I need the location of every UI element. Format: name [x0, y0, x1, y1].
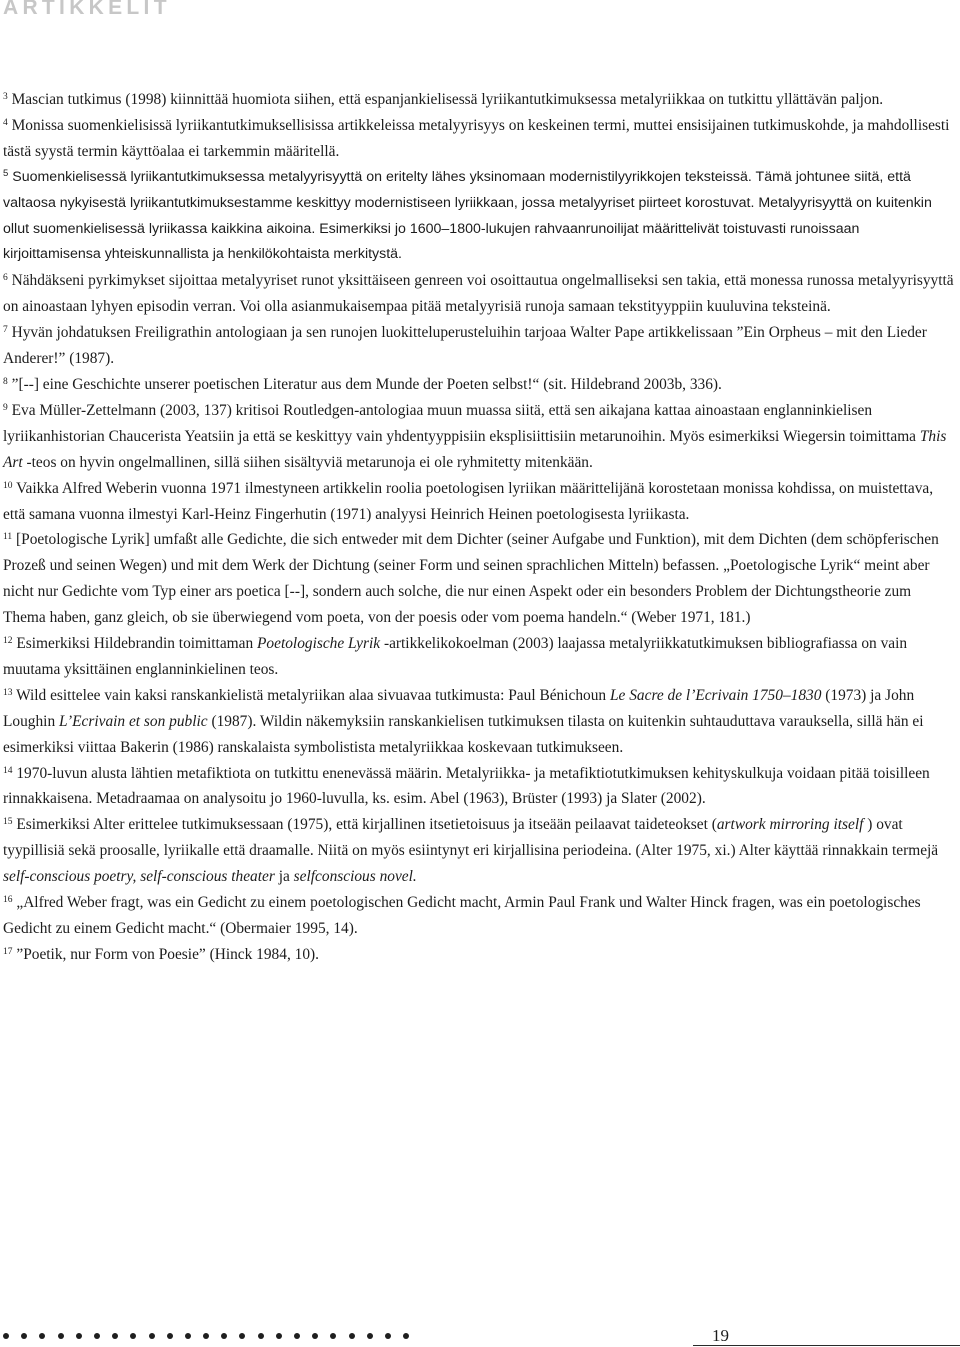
footnote-text: Vaikka Alfred Weberin vuonna 1971 ilmestyneen artikkelin roolia poetologisen lyriikan määrittelijänä korostetaan monissa kohdissa, on muistettava, että samana vuonna ilmestyi Karl-Heinz Fingerhutin (1971) analyysi Heinrich Heinen poetologisesta lyriikasta. — [3, 479, 934, 523]
footnotes — [3, 87, 955, 968]
footnote-number: 3 — [3, 92, 8, 102]
footnote-text: Monissa suomenkielisissä lyriikantutkimuksellisissa artikkeleissa metalyyrisyys on keskeinen termi, muttei ensisijainen tutkimuskohde, ja mahdollisesti tästä syystä termin käyttöalaa ei tarkemmin määritellä. — [3, 116, 950, 160]
footer-dot — [185, 1333, 191, 1339]
footnote — [3, 268, 955, 320]
term: self-conscious poetry, self-conscious theater — [3, 868, 275, 886]
footnote — [3, 527, 955, 631]
footer-dots — [3, 1333, 409, 1339]
footer-dot — [3, 1333, 9, 1339]
term: selfconscious novel. — [293, 868, 417, 886]
footnote — [3, 87, 955, 113]
footnote-text: (1973) ja John Loughin — [3, 686, 915, 730]
footer-dot — [58, 1333, 64, 1339]
work-title: Poetologische Lyrik — [257, 635, 381, 653]
footnote-text: „Alfred Weber fragt, was ein Gedicht zu einem poetologischen Gedicht macht, Armin Paul Frank und Walter Hinck fragen, was ein poetologisches Gedicht zu einem Gedicht macht.“ (Obermaier 1995, 14). — [3, 894, 921, 937]
footnote — [3, 476, 955, 528]
footer-dot — [276, 1333, 282, 1339]
footer-dot — [258, 1333, 264, 1339]
footnote — [3, 761, 955, 813]
footnote-text: Nähdäkseni pyrkimykset sijoittaa metalyyriset runot yksittäiseen genreen voi osoittautua ongelmalliseksi sen takia, että monessa runossa metalyyrisyyttä on ainoastaan lyhyen episodin verran. Voi olla asianmukaisempaa pitää metalyyrisiä runoja samaan tekstityyppiin kuuluvina teksteinä. — [3, 272, 954, 316]
footnote-number: 8 — [3, 376, 8, 387]
footnote-number: 5 — [3, 167, 9, 179]
section-title: ARTIKKELIT — [3, 0, 171, 19]
footer-dot — [221, 1333, 227, 1339]
footnote-number: 11 — [3, 532, 13, 543]
footnote-text: Hyvän johdatuksen Freiligrathin antologiaan ja sen runojen luokitteluperusteluihin tarjoaa Walter Pape artikkelissaan ”Ein Orpheus – mit den Lieder Anderer!” (1987). — [3, 324, 927, 368]
footnote-text: Mascian tutkimus (1998) kiinnittää huomiota siihen, että espanjankielisessä lyriikantutkimuksessa metalyriikkaa on tutkittu yllättävän paljon. — [11, 91, 884, 108]
footnote — [3, 165, 955, 269]
footnote — [3, 113, 955, 165]
footnote-number: 14 — [3, 765, 13, 776]
footnote-number: 6 — [3, 273, 8, 284]
footer-dot — [94, 1333, 100, 1339]
footer-dot — [203, 1333, 209, 1339]
footnote — [3, 942, 955, 968]
footer-dot — [167, 1333, 173, 1339]
footnote-text: Esimerkiksi Alter erittelee tutkimuksessaan (1975), että kirjallinen itsetietoisuus ja itseään peilaavat taideteokset ( — [16, 816, 717, 834]
footnote-text: Wild esittelee vain kaksi ranskankielistä metalyriikan alaa sivuavaa tutkimusta: Paul Bénichoun — [16, 686, 610, 704]
page-number: 19 — [712, 1326, 729, 1345]
footer-dot — [312, 1333, 318, 1339]
footnote-number: 9 — [3, 402, 8, 413]
footnote-number: 13 — [3, 687, 13, 698]
footer-dot — [349, 1333, 355, 1339]
footnote — [3, 372, 955, 398]
footnote-text: Suomenkielisessä lyriikantutkimuksessa metalyyrisyyttä on eritelty lähes yksinomaan modernistilyyrikkojen teksteissä. Tämä johtunee siitä, että valtaosa nykyisestä lyriikantutkimuksestamme keskittyy modernistiseen lyriikkaan, jossa metalyyriset piirteet korostuvat. Metalyyrisyyttä on kuitenkin ollut suomenkielisessä lyriikassa kaikkina aikoina. Esimerkiksi jo 1600–1800-lukujen rahvaanrunoilijat määrittelivät toistuvasti runoissaan kirjoittamisensa yhteiskunnallista ja henkilökohtaista merkitystä. — [3, 168, 932, 263]
work-title: Le Sacre de l’Ecrivain 1750–1830 — [609, 686, 822, 704]
footnote — [3, 320, 955, 372]
footnote-number: 17 — [3, 946, 13, 957]
footnote-text: (1987). Wildin näkemyksiin ranskankielisen tutkimuksen tilasta on kuitenkin suhtauduttava varauksella, sillä hän ei esimerkiksi viittaa Bakerin (1986) ranskalaista symbolistista metalyriikkaa koskevaan tutkimukseen. — [3, 712, 924, 756]
footnote-number: 4 — [3, 117, 8, 128]
footnote-text: ja — [274, 868, 294, 886]
footer-dot — [330, 1333, 336, 1339]
work-title: L’Ecrivain et son public — [59, 712, 208, 730]
work-title: This Art — [3, 427, 947, 471]
footer-dot — [385, 1333, 391, 1339]
footnote — [3, 683, 955, 761]
footer-dot — [112, 1333, 118, 1339]
footer-dot — [39, 1333, 45, 1339]
footnote-number: 16 — [3, 895, 13, 906]
footer-dot — [367, 1333, 373, 1339]
footer-dot — [149, 1333, 155, 1339]
footnote — [3, 398, 955, 476]
footnote-text: ) ovat tyypillisiä sekä proosalle, lyriikalle että draamalle. Niitä on myös esiintynyt eri kirjallisina periodeina. (Alter 1975, xi.) Alter käyttää rinnakkain termejä — [3, 816, 939, 860]
footnote-text: -artikkelikokoelman (2003) laajassa metalyriikkatutkimuksen bibliografiassa on vain muutama yksittäinen englanninkielinen teos. — [3, 635, 908, 678]
footnote-number: 10 — [3, 480, 13, 491]
footnote — [3, 890, 955, 942]
footer-dot — [21, 1333, 27, 1339]
footnote-number: 7 — [3, 325, 8, 336]
footnote-text: [Poetologische Lyrik] umfaßt alle Gedichte, die sich entweder mit dem Dichter (seiner Aufgabe und Funktion), mit dem Dichten (dem schöpferischen Prozeß und seinen Wegen) und mit dem Werk der Dichtung (seiner Form und seinen sprachlichen Mitteln) befassen. „Poetologische Lyrik“ meint aber nicht nur Gedichte vom Typ einer ars poetica [--], sondern auch solche, die nur einen Aspekt oder ein besonders Problem der Dichtungstheorie zum Thema haben, ganz gleich, ob sie überwiegend vom poeta, von der poesis oder vom poema handeln.“ (Weber 1971, 181.) — [3, 531, 939, 627]
term: artwork mirroring itself — [716, 816, 864, 834]
footnote — [3, 631, 955, 683]
footnote-text: Eva Müller-Zettelmann (2003, 137) kritisoi Routledgen-antologiaa muun muassa siitä, että sen aikajana kattaa ainoastaan englanninkielisen lyriikanhistorian Chaucerista Yeatsiin ja että se keskittyy vain yhdentyyppisiin eksplisiittisiin metarunoihin. Myös esimerkiksi Wiegersin toimittama — [3, 401, 920, 445]
footnote-number: 12 — [3, 636, 13, 647]
footnote-text: ”[--] eine Geschichte unserer poetischen Literatur aus dem Munde der Poeten selbst!“ (sit. Hildebrand 2003b, 336). — [11, 375, 722, 393]
footer-rule — [693, 1345, 960, 1346]
footer-dot — [76, 1333, 82, 1339]
footnote-text: -teos on hyvin ongelmallinen, sillä siihen sisältyviä metarunoja ei ole ryhmitetty mitenkään. — [22, 453, 593, 471]
footnote — [3, 812, 955, 890]
footer-dot — [239, 1333, 245, 1339]
footnote-text: ”Poetik, nur Form von Poesie” (Hinck 1984, 10). — [16, 945, 320, 963]
footer-dot — [130, 1333, 136, 1339]
footer-dot — [294, 1333, 300, 1339]
footer-dot — [403, 1333, 409, 1339]
footnote-number: 15 — [3, 817, 13, 828]
footnote-text: 1970-luvun alusta lähtien metafiktiota on tutkittu enenevässä määrin. Metalyriikka- ja metafiktiotutkimuksen kehityskulkuja voidaan pitää toisilleen rinnakkaisena. Metadraamaa on analysoitu jo 1960-luvulla, ks. esim. Abel (1963), Brüster (1993) ja Slater (2002). — [3, 764, 930, 808]
footnote-text: Esimerkiksi Hildebrandin toimittaman — [16, 635, 258, 653]
